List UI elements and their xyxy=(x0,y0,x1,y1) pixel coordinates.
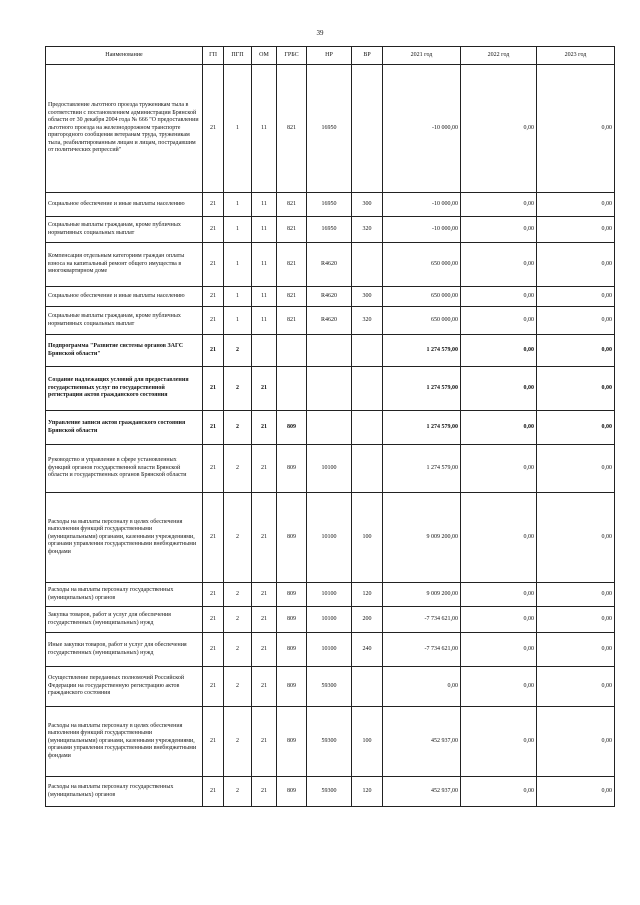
vr-cell: 100 xyxy=(352,707,383,777)
year-2021-cell: 1 274 579,00 xyxy=(383,411,461,445)
grbs-cell: 809 xyxy=(277,633,307,667)
pgp-cell: 1 xyxy=(224,307,252,335)
row-name: Расходы на выплаты персоналу государственных (муниципальных) органов xyxy=(46,777,203,807)
row-name: Социальное обеспечение и иные выплаты населению xyxy=(46,193,203,217)
year-2021-cell: 452 937,00 xyxy=(383,707,461,777)
vr-cell xyxy=(352,411,383,445)
pgp-cell: 2 xyxy=(224,445,252,493)
column-header: Наименование xyxy=(46,47,203,65)
row-name: Социальные выплаты гражданам, кроме публичных нормативных социальных выплат xyxy=(46,217,203,243)
year-2023-cell: 0,00 xyxy=(537,667,615,707)
nr-cell: 10100 xyxy=(307,445,352,493)
grbs-cell: 821 xyxy=(277,307,307,335)
year-2021-cell: 1 274 579,00 xyxy=(383,335,461,367)
year-2023-cell: 0,00 xyxy=(537,335,615,367)
year-2021-cell: 9 009 200,00 xyxy=(383,583,461,607)
pgp-cell: 2 xyxy=(224,777,252,807)
year-2023-cell: 0,00 xyxy=(537,65,615,193)
nr-cell: 10100 xyxy=(307,583,352,607)
pgp-cell: 2 xyxy=(224,411,252,445)
year-2022-cell: 0,00 xyxy=(461,411,537,445)
grbs-cell xyxy=(277,335,307,367)
row-name: Осуществление переданных полномочий Российской Федерации на государственную регистрацию актов гражданского состояния xyxy=(46,667,203,707)
row-name: Иные закупки товаров, работ и услуг для обеспечения государственных (муниципальных) нужд xyxy=(46,633,203,667)
year-2021-cell: 1 274 579,00 xyxy=(383,445,461,493)
pgp-cell: 1 xyxy=(224,287,252,307)
year-2023-cell: 0,00 xyxy=(537,707,615,777)
year-2022-cell: 0,00 xyxy=(461,777,537,807)
row-name: Социальные выплаты гражданам, кроме публичных нормативных социальных выплат xyxy=(46,307,203,335)
om-cell: 11 xyxy=(252,243,277,287)
year-2022-cell: 0,00 xyxy=(461,583,537,607)
om-cell: 21 xyxy=(252,367,277,411)
year-2021-cell: 1 274 579,00 xyxy=(383,367,461,411)
grbs-cell: 821 xyxy=(277,243,307,287)
row-name: Расходы на выплаты персоналу в целях обеспечения выполнения функций государственными (муниципальными) органами, казенными учреждениями, органами управления государственными внебюджетными фондами xyxy=(46,707,203,777)
pgp-cell: 2 xyxy=(224,367,252,411)
vr-cell xyxy=(352,367,383,411)
year-2022-cell: 0,00 xyxy=(461,493,537,583)
table-row xyxy=(46,243,615,287)
column-header: НР xyxy=(307,47,352,65)
grbs-cell: 821 xyxy=(277,193,307,217)
nr-cell: 10100 xyxy=(307,633,352,667)
table-row xyxy=(46,287,615,307)
year-2023-cell: 0,00 xyxy=(537,445,615,493)
om-cell: 21 xyxy=(252,493,277,583)
table-body xyxy=(46,65,615,807)
column-header: 2021 год xyxy=(383,47,461,65)
row-name: Расходы на выплаты персоналу в целях обеспечения выполнения функций государственными (муниципальными) органами, казенными учреждениями, органами управления государственными внебюджетными фондами xyxy=(46,493,203,583)
year-2022-cell: 0,00 xyxy=(461,335,537,367)
grbs-cell: 809 xyxy=(277,583,307,607)
gp-cell: 21 xyxy=(203,367,224,411)
year-2022-cell: 0,00 xyxy=(461,307,537,335)
table-row xyxy=(46,445,615,493)
year-2022-cell: 0,00 xyxy=(461,243,537,287)
column-header: ГРБС xyxy=(277,47,307,65)
om-cell: 21 xyxy=(252,667,277,707)
nr-cell: 59300 xyxy=(307,667,352,707)
vr-cell xyxy=(352,65,383,193)
vr-cell: 120 xyxy=(352,583,383,607)
year-2023-cell: 0,00 xyxy=(537,193,615,217)
gp-cell: 21 xyxy=(203,583,224,607)
year-2022-cell: 0,00 xyxy=(461,667,537,707)
year-2022-cell: 0,00 xyxy=(461,367,537,411)
year-2022-cell: 0,00 xyxy=(461,707,537,777)
gp-cell: 21 xyxy=(203,411,224,445)
pgp-cell: 1 xyxy=(224,65,252,193)
year-2022-cell: 0,00 xyxy=(461,217,537,243)
pgp-cell: 2 xyxy=(224,633,252,667)
nr-cell: R4620 xyxy=(307,307,352,335)
om-cell: 21 xyxy=(252,607,277,633)
table-header-row xyxy=(46,47,615,65)
om-cell: 11 xyxy=(252,193,277,217)
nr-cell: 16950 xyxy=(307,193,352,217)
year-2023-cell: 0,00 xyxy=(537,367,615,411)
year-2023-cell: 0,00 xyxy=(537,307,615,335)
gp-cell: 21 xyxy=(203,667,224,707)
nr-cell: 16950 xyxy=(307,65,352,193)
pgp-cell: 2 xyxy=(224,583,252,607)
table-row xyxy=(46,633,615,667)
budget-table xyxy=(45,46,615,807)
page-number: 39 xyxy=(316,29,324,37)
vr-cell: 240 xyxy=(352,633,383,667)
year-2022-cell: 0,00 xyxy=(461,65,537,193)
year-2023-cell: 0,00 xyxy=(537,607,615,633)
vr-cell xyxy=(352,667,383,707)
year-2021-cell: 9 009 200,00 xyxy=(383,493,461,583)
row-name: Социальное обеспечение и иные выплаты населению xyxy=(46,287,203,307)
row-name: Подпрограмма "Развитие системы органов ЗАГС Брянской области" xyxy=(46,335,203,367)
nr-cell: R4620 xyxy=(307,287,352,307)
table-row xyxy=(46,667,615,707)
pgp-cell: 1 xyxy=(224,193,252,217)
year-2023-cell: 0,00 xyxy=(537,217,615,243)
row-name: Расходы на выплаты персоналу государственных (муниципальных) органов xyxy=(46,583,203,607)
year-2022-cell: 0,00 xyxy=(461,287,537,307)
om-cell: 11 xyxy=(252,217,277,243)
grbs-cell: 809 xyxy=(277,411,307,445)
row-name: Управление записи актов гражданского состояния Брянской области xyxy=(46,411,203,445)
grbs-cell: 821 xyxy=(277,65,307,193)
om-cell: 11 xyxy=(252,287,277,307)
year-2021-cell: -7 734 621,00 xyxy=(383,607,461,633)
gp-cell: 21 xyxy=(203,445,224,493)
grbs-cell: 809 xyxy=(277,493,307,583)
nr-cell: 10100 xyxy=(307,493,352,583)
table-row xyxy=(46,335,615,367)
row-name: Компенсация отдельным категориям граждан оплаты взноса на капитальный ремонт общего имущества в многоквартирном доме xyxy=(46,243,203,287)
gp-cell: 21 xyxy=(203,307,224,335)
year-2022-cell: 0,00 xyxy=(461,445,537,493)
column-header: ПГП xyxy=(224,47,252,65)
vr-cell xyxy=(352,243,383,287)
table-row xyxy=(46,367,615,411)
grbs-cell: 821 xyxy=(277,217,307,243)
nr-cell xyxy=(307,367,352,411)
table-row xyxy=(46,411,615,445)
om-cell: 21 xyxy=(252,583,277,607)
table-row xyxy=(46,217,615,243)
nr-cell: 59300 xyxy=(307,777,352,807)
om-cell: 21 xyxy=(252,707,277,777)
row-name: Руководство и управление в сфере установленных функций органов государственной власти Брянской области и государственных органов Брянской области xyxy=(46,445,203,493)
column-header: ВР xyxy=(352,47,383,65)
year-2021-cell: 452 937,00 xyxy=(383,777,461,807)
om-cell: 11 xyxy=(252,65,277,193)
year-2023-cell: 0,00 xyxy=(537,583,615,607)
pgp-cell: 1 xyxy=(224,243,252,287)
table-row xyxy=(46,707,615,777)
gp-cell: 21 xyxy=(203,287,224,307)
vr-cell: 320 xyxy=(352,217,383,243)
om-cell: 21 xyxy=(252,633,277,667)
gp-cell: 21 xyxy=(203,707,224,777)
vr-cell: 200 xyxy=(352,607,383,633)
year-2021-cell: 650 000,00 xyxy=(383,243,461,287)
table-row xyxy=(46,307,615,335)
year-2021-cell: -10 000,00 xyxy=(383,193,461,217)
year-2021-cell: 0,00 xyxy=(383,667,461,707)
gp-cell: 21 xyxy=(203,493,224,583)
om-cell xyxy=(252,335,277,367)
table-row xyxy=(46,777,615,807)
year-2021-cell: -10 000,00 xyxy=(383,65,461,193)
grbs-cell xyxy=(277,367,307,411)
vr-cell xyxy=(352,445,383,493)
table-row xyxy=(46,493,615,583)
om-cell: 21 xyxy=(252,445,277,493)
year-2023-cell: 0,00 xyxy=(537,777,615,807)
gp-cell: 21 xyxy=(203,335,224,367)
nr-cell: 16950 xyxy=(307,217,352,243)
column-header: ОМ xyxy=(252,47,277,65)
row-name: Закупка товаров, работ и услуг для обеспечения государственных (муниципальных) нужд xyxy=(46,607,203,633)
pgp-cell: 2 xyxy=(224,335,252,367)
table-row xyxy=(46,607,615,633)
grbs-cell: 809 xyxy=(277,707,307,777)
vr-cell: 120 xyxy=(352,777,383,807)
nr-cell xyxy=(307,335,352,367)
year-2021-cell: -7 734 621,00 xyxy=(383,633,461,667)
pgp-cell: 1 xyxy=(224,217,252,243)
year-2023-cell: 0,00 xyxy=(537,493,615,583)
year-2021-cell: -10 000,00 xyxy=(383,217,461,243)
gp-cell: 21 xyxy=(203,193,224,217)
row-name: Создание надлежащих условий для предоставления государственных услуг по государственной регистрации актов гражданского состояния xyxy=(46,367,203,411)
row-name: Предоставление льготного проезда труженикам тыла в соответствии с постановлением администрации Брянской области от 30 декабря 2004 года № 666 "О предоставлении льготного проезда на железнодорожном транспорте пригородного сообщения ветеранам труда, труженикам тыла, реабилитированным лицам и лицам, пострадавшим от политических репрессий" xyxy=(46,65,203,193)
gp-cell: 21 xyxy=(203,65,224,193)
year-2022-cell: 0,00 xyxy=(461,607,537,633)
year-2023-cell: 0,00 xyxy=(537,243,615,287)
gp-cell: 21 xyxy=(203,777,224,807)
grbs-cell: 809 xyxy=(277,777,307,807)
nr-cell: R4620 xyxy=(307,243,352,287)
column-header: ГП xyxy=(203,47,224,65)
pgp-cell: 2 xyxy=(224,607,252,633)
gp-cell: 21 xyxy=(203,607,224,633)
grbs-cell: 809 xyxy=(277,667,307,707)
year-2021-cell: 650 000,00 xyxy=(383,307,461,335)
vr-cell: 300 xyxy=(352,287,383,307)
gp-cell: 21 xyxy=(203,243,224,287)
grbs-cell: 809 xyxy=(277,445,307,493)
pgp-cell: 2 xyxy=(224,493,252,583)
om-cell: 21 xyxy=(252,411,277,445)
column-header: 2022 год xyxy=(461,47,537,65)
vr-cell xyxy=(352,335,383,367)
table-row xyxy=(46,65,615,193)
year-2022-cell: 0,00 xyxy=(461,633,537,667)
grbs-cell: 809 xyxy=(277,607,307,633)
nr-cell: 59300 xyxy=(307,707,352,777)
gp-cell: 21 xyxy=(203,217,224,243)
grbs-cell: 821 xyxy=(277,287,307,307)
year-2023-cell: 0,00 xyxy=(537,287,615,307)
year-2023-cell: 0,00 xyxy=(537,411,615,445)
year-2021-cell: 650 000,00 xyxy=(383,287,461,307)
gp-cell: 21 xyxy=(203,633,224,667)
table-row xyxy=(46,583,615,607)
pgp-cell: 2 xyxy=(224,707,252,777)
nr-cell xyxy=(307,411,352,445)
pgp-cell: 2 xyxy=(224,667,252,707)
column-header: 2023 год xyxy=(537,47,615,65)
nr-cell: 10100 xyxy=(307,607,352,633)
year-2023-cell: 0,00 xyxy=(537,633,615,667)
vr-cell: 320 xyxy=(352,307,383,335)
vr-cell: 100 xyxy=(352,493,383,583)
table-row xyxy=(46,193,615,217)
year-2022-cell: 0,00 xyxy=(461,193,537,217)
om-cell: 21 xyxy=(252,777,277,807)
om-cell: 11 xyxy=(252,307,277,335)
vr-cell: 300 xyxy=(352,193,383,217)
